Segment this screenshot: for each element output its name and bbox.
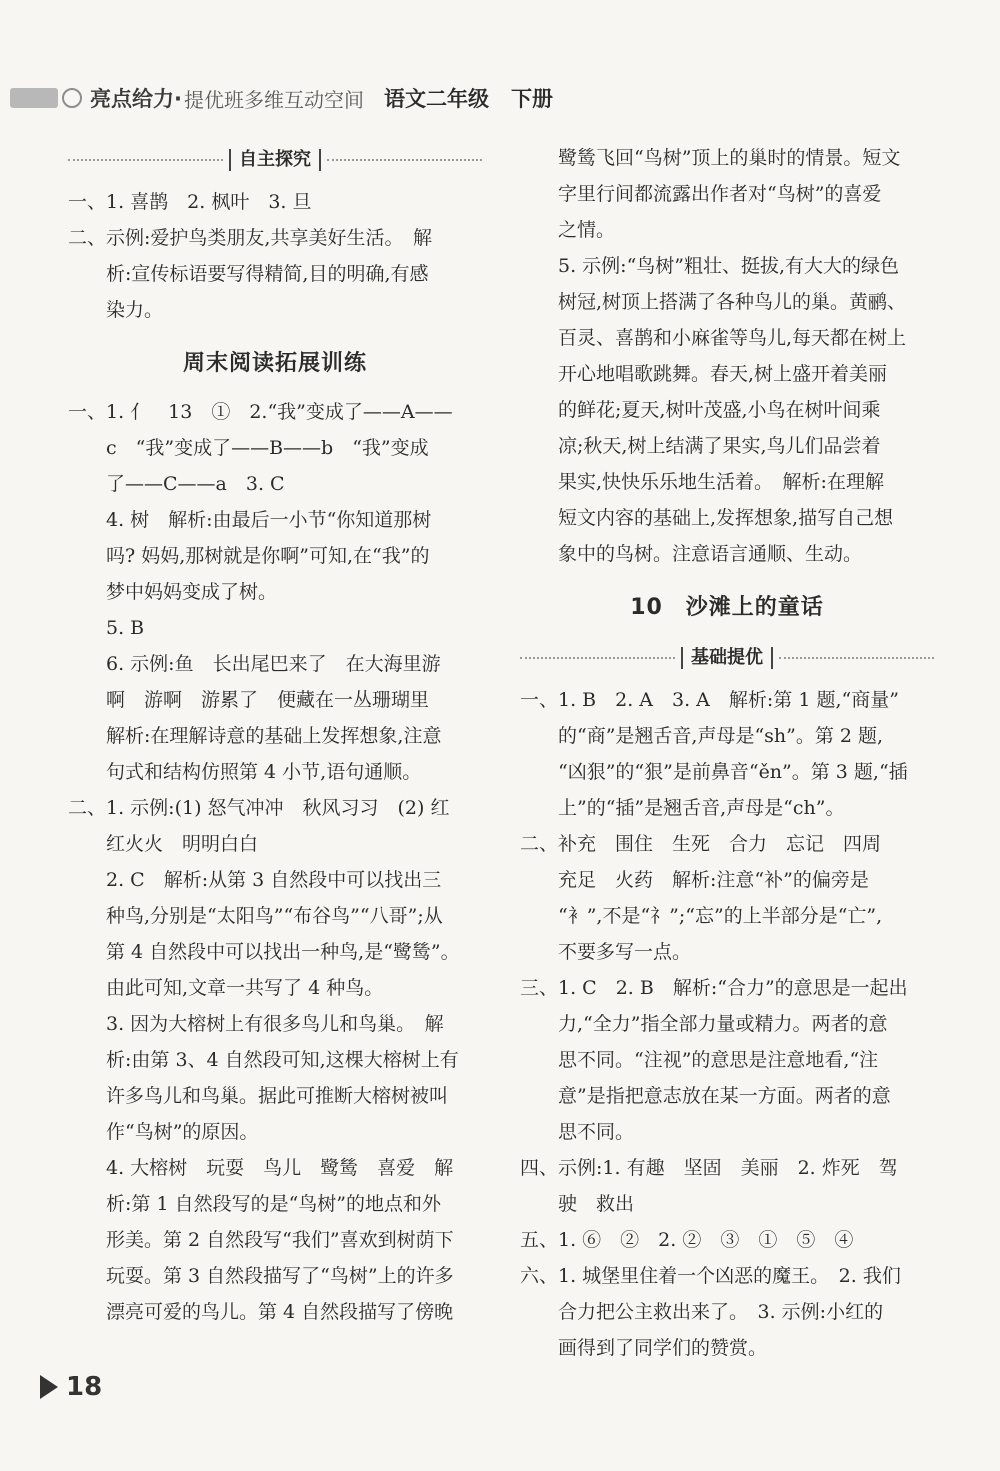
left-column	[68, 140, 482, 1330]
answer-line: 的鲜花;夏天,树叶茂盛,小鸟在树叶间乘	[558, 399, 881, 421]
answer-line: 五、1. ⑥ ② 2. ② ③ ① ⑤ ④	[520, 1229, 854, 1251]
answer-line: 梦中妈妈变成了树。	[106, 581, 278, 603]
answer-line: 析:第 1 自然段写的是“鸟树”的地点和外	[106, 1193, 441, 1215]
answer-line: c “我”变成了——B——b “我”变成	[106, 437, 429, 459]
answer-line: 思不同。	[558, 1121, 635, 1143]
answer-line: 啊 游啊 游累了 便藏在一丛珊瑚里	[106, 689, 430, 711]
answer-line: 玩耍。第 3 自然段描写了“鸟树”上的许多	[106, 1265, 454, 1287]
answer-line: 2. C 解析:从第 3 自然段中可以找出三	[106, 869, 442, 891]
answer-line: 由此可知,文章一共写了 4 种鸟。	[106, 977, 384, 999]
answer-line: 树冠,树顶上搭满了各种鸟儿的巢。黄鹂、	[558, 291, 907, 313]
tag-label: 自主探究	[229, 149, 321, 171]
answer-line: 5. 示例:“鸟树”粗壮、挺拔,有大大的绿色	[558, 255, 900, 277]
page-number	[40, 1372, 102, 1402]
brand-bar-graphic	[10, 88, 58, 108]
section-title: 10 沙滩上的童话	[630, 595, 824, 620]
answer-line: 四、示例:1. 有趣 坚固 美丽 2. 炸死 驾	[520, 1157, 898, 1179]
answer-line: 开心地唱歌跳舞。春天,树上盛开着美丽	[558, 363, 888, 385]
page-header	[10, 78, 570, 118]
dotted-rule	[520, 657, 675, 659]
answer-line: 一、1. B 2. A 3. A 解析:第 1 题,“商量”	[520, 689, 899, 711]
answer-line: 句式和结构仿照第 4 小节,语句通顺。	[106, 761, 422, 783]
answer-line: 思不同。“注视”的意思是注意地看,“注	[558, 1049, 879, 1071]
section-tag-jichu	[520, 638, 934, 678]
answer-line: 不要多写一点。	[558, 941, 692, 963]
answer-line: 染力。	[106, 299, 164, 321]
answer-line: 三、1. C 2. B 解析:“合力”的意思是一起出	[520, 977, 908, 999]
dotted-rule	[327, 159, 482, 161]
answer-line: 鹭鸶飞回“鸟树”顶上的巢时的情景。短文	[558, 147, 901, 169]
answer-line: “凶狠”的“狠”是前鼻音“ěn”。第 3 题,“插	[558, 761, 908, 783]
answer-line: 一、1. 喜鹊 2. 枫叶 3. 旦	[68, 191, 312, 213]
answer-line: 漂亮可爱的鸟儿。第 4 自然段描写了傍晚	[106, 1301, 454, 1323]
grade-label: 语文二年级	[383, 87, 489, 111]
section-tag-zizhu	[68, 140, 482, 180]
answer-line: 二、示例:爱护鸟类朋友,共享美好生活。 解	[68, 227, 432, 249]
section-title: 周末阅读拓展训练	[182, 351, 367, 376]
dotted-rule	[68, 159, 223, 161]
answer-line: 字里行间都流露出作者对“鸟树”的喜爱	[558, 183, 882, 205]
answer-line: 红火火 明明白白	[106, 833, 259, 855]
answer-line: 上”的“插”是翘舌音,声母是“ch”。	[558, 797, 845, 819]
answer-line: 种鸟,分别是“太阳鸟”“布谷鸟”“八哥”;从	[106, 905, 443, 927]
answer-line: 充足 火药 解析:注意“补”的偏旁是	[558, 869, 869, 891]
answer-line: 解析:在理解诗意的基础上发挥想象,注意	[106, 725, 442, 747]
right-column	[520, 140, 934, 1366]
answer-line: 意”是指把意志放在某一方面。两者的意	[558, 1085, 891, 1107]
answer-line: 6. 示例:鱼 长出尾巴来了 在大海里游	[106, 653, 441, 675]
answer-line: 之情。	[558, 219, 616, 241]
answer-line: 百灵、喜鹊和小麻雀等鸟儿,每天都在树上	[558, 327, 907, 349]
answer-line: 合力把公主救出来了。 3. 示例:小红的	[558, 1301, 884, 1323]
answer-line: 驶 救出	[558, 1193, 635, 1215]
answer-line: 象中的鸟树。注意语言通顺、生动。	[558, 543, 863, 565]
answer-line: 许多鸟儿和鸟巢。据此可推断大榕树被叫	[106, 1085, 449, 1107]
brand-name: 亮点给力·	[90, 87, 182, 111]
brand-subtitle: 提优班多维互动空间	[183, 87, 364, 112]
answer-line: 果实,快快乐乐地生活着。 解析:在理解	[558, 471, 884, 493]
answer-line: 二、1. 示例:(1) 怒气冲冲 秋风习习 (2) 红	[68, 797, 450, 819]
answer-line: 作“鸟树”的原因。	[106, 1121, 259, 1143]
answer-line: 六、1. 城堡里住着一个凶恶的魔王。 2. 我们	[520, 1265, 901, 1287]
answer-line: 画得到了同学们的赞赏。	[558, 1337, 768, 1359]
answer-line: 一、1. 亻 13 ① 2.“我”变成了——A——	[68, 401, 453, 423]
dotted-rule	[779, 657, 934, 659]
answer-line: 4. 树 解析:由最后一小节“你知道那树	[106, 509, 432, 531]
page-number-text: 18	[66, 1372, 103, 1402]
volume-label: 下册	[510, 87, 553, 111]
answer-line: 了——C——a 3. C	[106, 473, 285, 495]
answer-line: 第 4 自然段中可以找出一种鸟,是“鹭鸶”。	[106, 941, 460, 963]
answer-line: 的“商”是翘舌音,声母是“sh”。第 2 题,	[558, 725, 884, 747]
answer-line: 析:宣传标语要写得精简,目的明确,有感	[106, 263, 429, 285]
play-triangle-icon	[40, 1375, 58, 1399]
answer-line: “衤”,不是“礻”;“忘”的上半部分是“亡”,	[558, 905, 883, 927]
answer-line: 凉;秋天,树上结满了果实,鸟儿们品尝着	[558, 435, 881, 457]
answer-line: 4. 大榕树 玩耍 鸟儿 鹭鸶 喜爱 解	[106, 1157, 454, 1179]
answer-line: 析:由第 3、4 自然段可知,这棵大榕树上有	[106, 1049, 459, 1071]
answer-line: 力,“全力”指全部力量或精力。两者的意	[558, 1013, 888, 1035]
answer-line: 3. 因为大榕树上有很多鸟儿和鸟巢。 解	[106, 1013, 444, 1035]
answer-line: 5. B	[106, 617, 145, 639]
answer-line: 二、补充 围住 生死 合力 忘记 四周	[520, 833, 882, 855]
brand-logo-icon	[62, 88, 82, 108]
tag-label: 基础提优	[681, 647, 773, 669]
answer-line: 形美。第 2 自然段写“我们”喜欢到树荫下	[106, 1229, 454, 1251]
answer-line: 短文内容的基础上,发挥想象,描写自己想	[558, 507, 894, 529]
answer-line: 吗? 妈妈,那树就是你啊”可知,在“我”的	[106, 545, 430, 567]
